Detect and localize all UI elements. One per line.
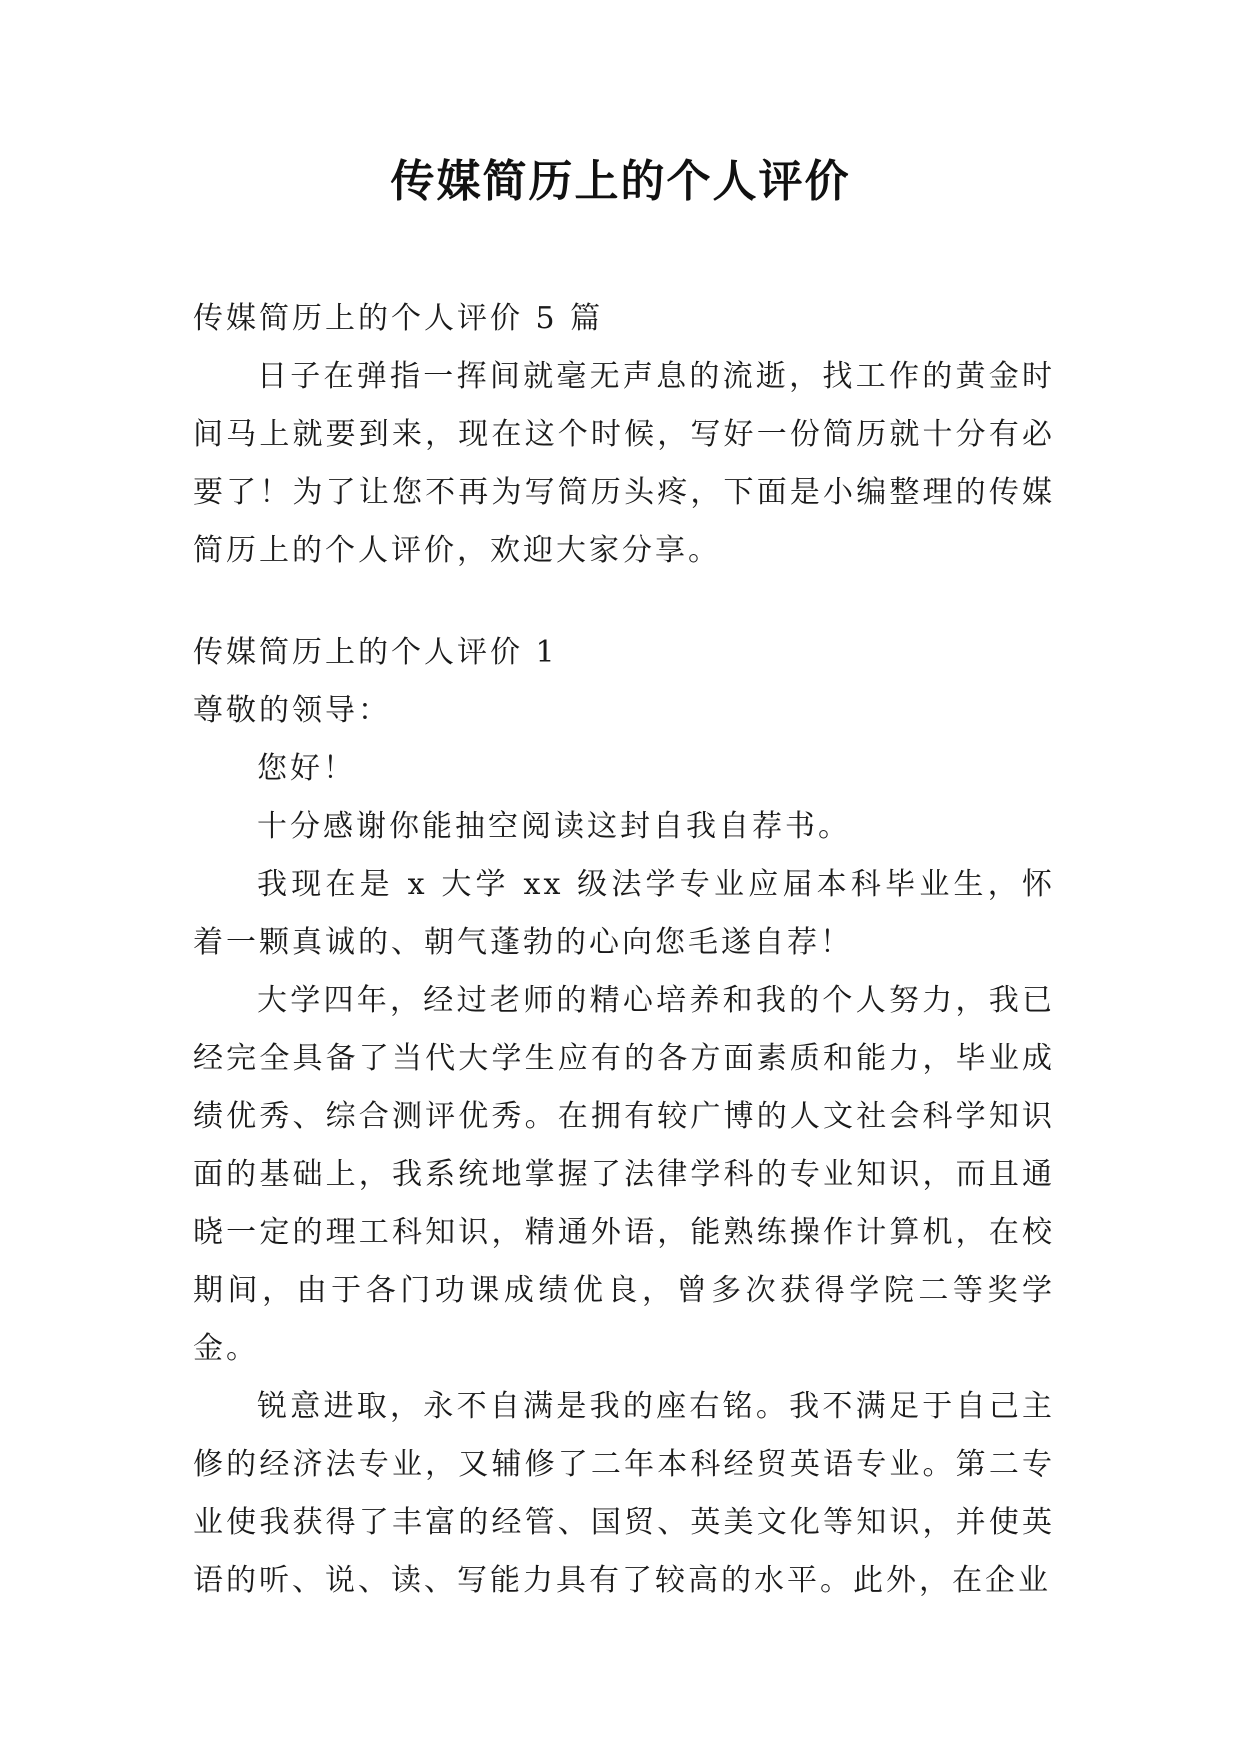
spacer	[193, 580, 1055, 624]
document-body	[193, 290, 1055, 1610]
body-paragraph: 我现在是 x 大学 xx 级法学专业应届本科毕业生，怀着一颗真诚的、朝气蓬勃的心向您毛遂自荐！	[193, 867, 1055, 960]
body-paragraph: 大学四年，经过老师的精心培养和我的个人努力，我已经完全具备了当代大学生应有的各方面素质和能力，毕业成绩优秀、综合测评优秀。在拥有较广博的人文社会科学知识面的基础上，我系统地掌握了法律学科的专业知识，而且通晓一定的理工科知识，精通外语，能熟练操作计算机，在校期间，由于各门功课成绩优良，曾多次获得学院二等奖学金。	[193, 983, 1055, 1366]
greeting: 您好！	[257, 751, 356, 786]
salutation: 尊敬的领导：	[193, 693, 391, 728]
body-paragraph: 十分感谢你能抽空阅读这封自我自荐书。	[257, 809, 851, 844]
body-paragraph: 锐意进取，永不自满是我的座右铭。我不满足于自己主修的经济法专业，又辅修了二年本科经贸英语专业。第二专业使我获得了丰富的经管、国贸、英美文化等知识，并使英语的听、说、读、写能力具有了较高的水平。此外，在企业	[193, 1389, 1055, 1598]
subtitle: 传媒简历上的个人评价 5 篇	[193, 301, 604, 336]
section-heading: 传媒简历上的个人评价 1	[193, 635, 558, 670]
intro-paragraph: 日子在弹指一挥间就毫无声息的流逝，找工作的黄金时间马上就要到来，现在这个时候，写好一份简历就十分有必要了！为了让您不再为写简历头疼，下面是小编整理的传媒简历上的个人评价，欢迎大家分享。	[193, 359, 1055, 568]
document-title: 传媒简历上的个人评价	[390, 156, 851, 207]
